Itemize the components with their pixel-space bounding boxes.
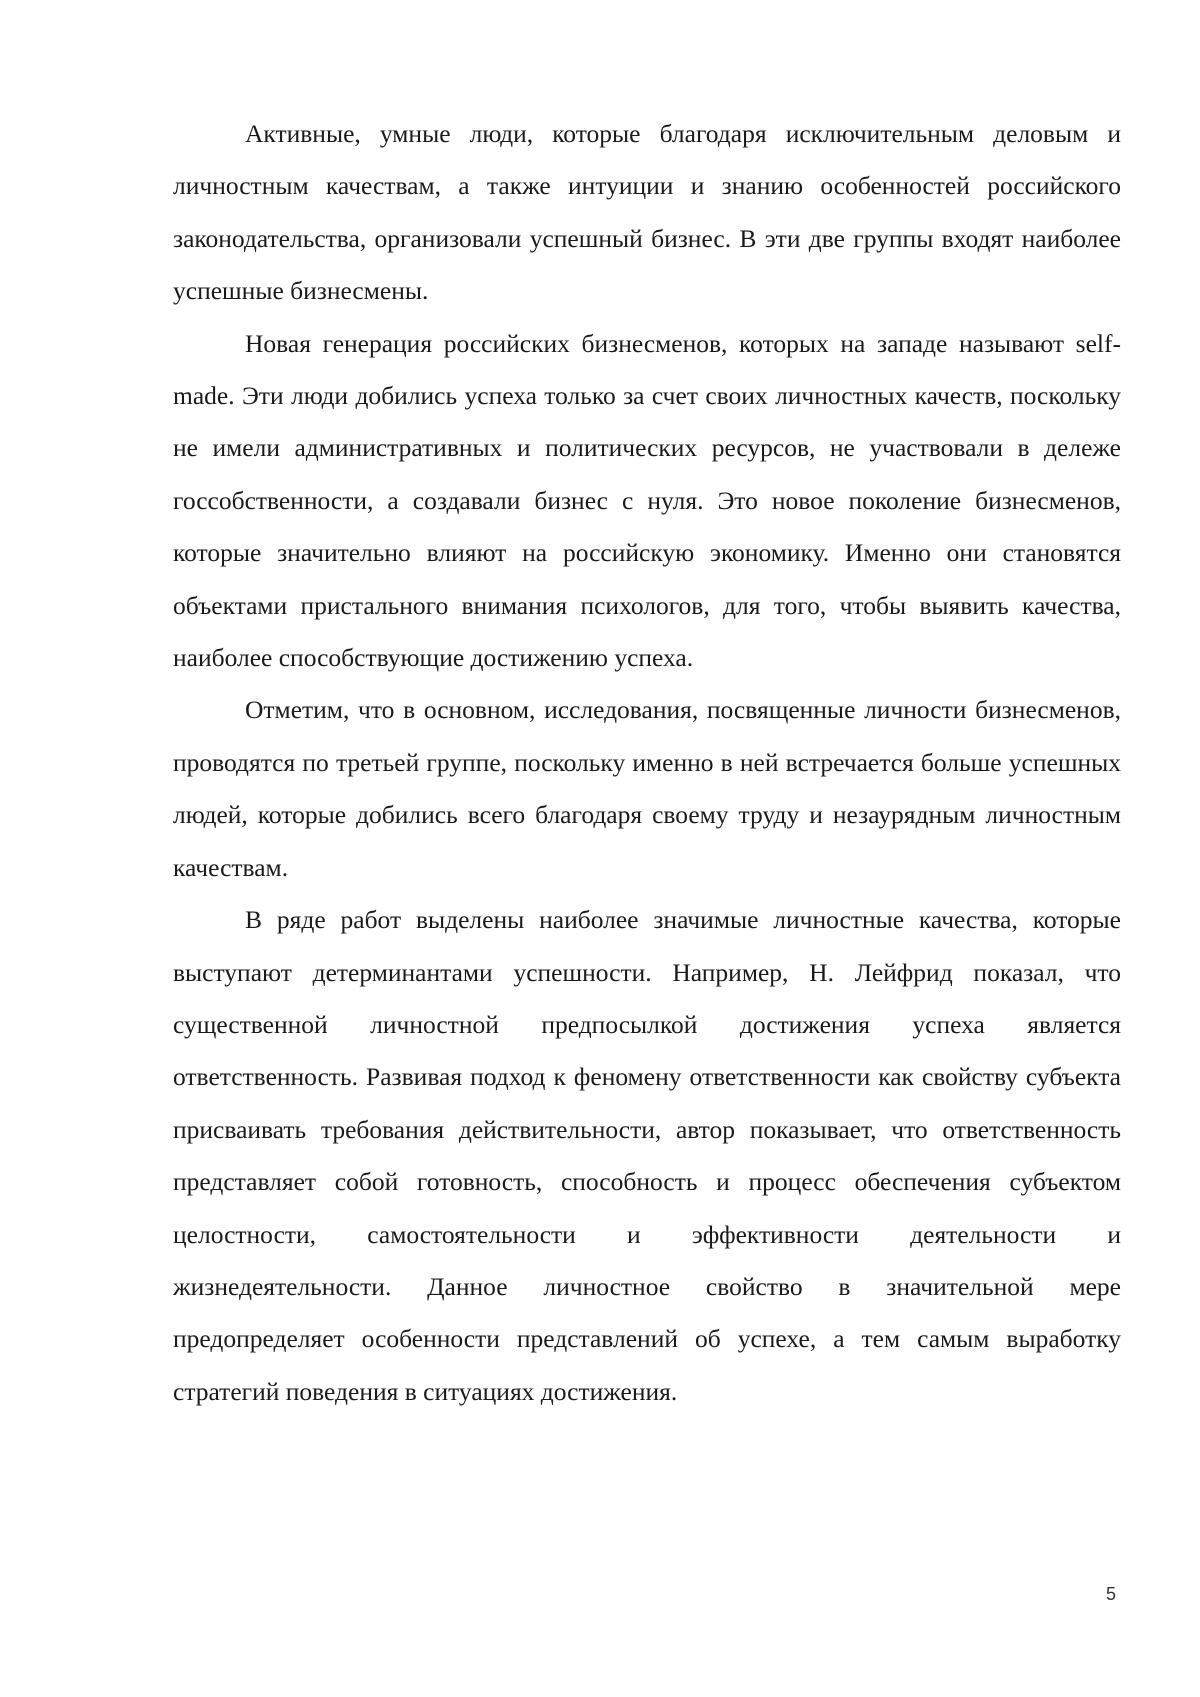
paragraph-3: Отметим, что в основном, исследования, посвященные личности бизнесменов, проводятся по третьей группе, поскольку именно в ней встречается больше успешных людей, которые добились всего благодаря своему труду и незаурядным личностным качествам. <box>173 684 1121 894</box>
paragraph-2: Новая генерация российских бизнесменов, которых на западе называют self-made. Эти люди добились успеха только за счет своих личностных качеств, поскольку не имели административных и политических ресурсов, не участвовали в дележе госсобственности, а создавали бизнес с нуля. Это новое поколение бизнесменов, которые значительно влияют на российскую экономику. Именно они становятся объектами пристального внимания психологов, для того, чтобы выявить качества, наиболее способствующие достижению успеха. <box>173 318 1121 685</box>
document-page <box>0 0 1200 1697</box>
page-body-text <box>173 108 1121 1418</box>
page-number: 5 <box>1106 1584 1116 1605</box>
paragraph-4: В ряде работ выделены наиболее значимые личностные качества, которые выступают детерминантами успешности. Например, Н. Лейфрид показал, что существенной личностной предпосылкой достижения успеха является ответственность. Развивая подход к феномену ответственности как свойству субъекта присваивать требования действительности, автор показывает, что ответственность представляет собой готовность, способность и процесс обеспечения субъектом целостности, самостоятельности и эффективности деятельности и жизнедеятельности. Данное личностное свойство в значительной мере предопределяет особенности представлений об успехе, а тем самым выработку стратегий поведения в ситуациях достижения. <box>173 894 1121 1418</box>
paragraph-1: Активные, умные люди, которые благодаря исключительным деловым и личностным качествам, а также интуиции и знанию особенностей российского законодательства, организовали успешный бизнес. В эти две группы входят наиболее успешные бизнесмены. <box>173 108 1121 318</box>
